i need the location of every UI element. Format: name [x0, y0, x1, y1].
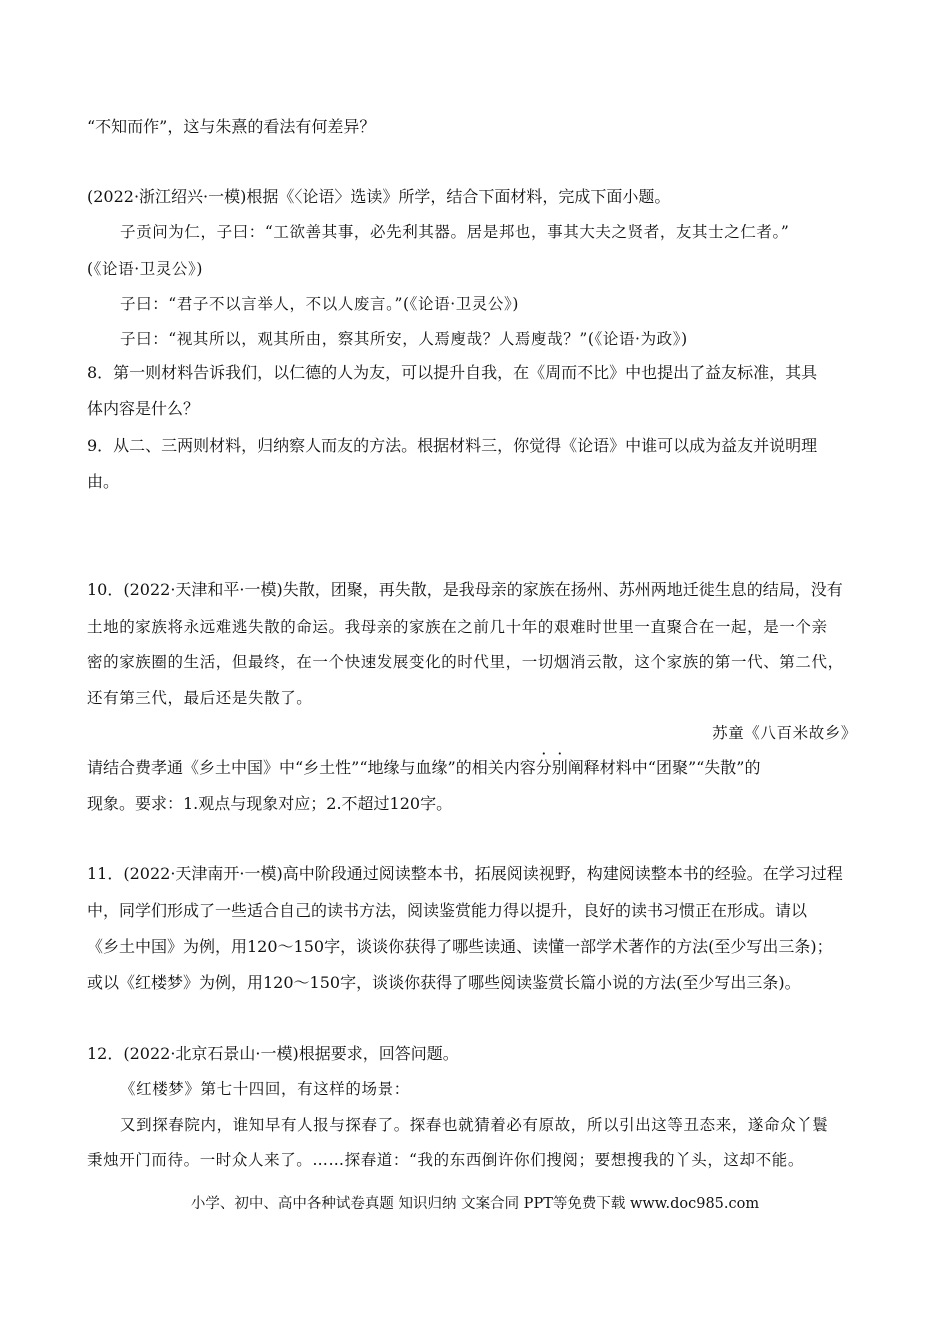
excerpt-line-2: 秉烛开门而待。一时众人来了。……探春道：“我的东西倒许你们搜阅；要想搜我的丫头，这却不能。	[87, 1151, 804, 1169]
question-group-intro: (2022·浙江绍兴·一模)根据《〈论语〉选读》所学，结合下面材料，完成下面小题。	[87, 187, 671, 206]
question-10-line-1: 10．(2022·天津和平·一模)失散，团聚，再失散，是我母亲的家族在扬州、苏州两地迁徙生息的结局，没有	[87, 580, 843, 599]
emphasis-char-bie: 别	[551, 758, 568, 777]
material-3: 子曰：“视其所以，观其所由，察其所安，人焉廋哉？人焉廋哉？”(《论语·为政》)	[120, 330, 688, 348]
excerpt-line-1: 又到探春院内，谁知早有人报与探春了。探春也就猜着必有原故，所以引出这等丑态来，遂命众丫鬟	[120, 1116, 829, 1134]
instruction-part-2: 阐释材料中“团聚”“失散”的	[567, 758, 761, 777]
emphasis-char-fen: 分	[535, 758, 552, 777]
question-11-line-2: 中，同学们形成了一些适合自己的读书方法，阅读鉴赏能力得以提升，良好的读书习惯正在形成。请以	[87, 901, 808, 920]
question-12-line-1: 12．(2022·北京石景山·一模)根据要求，回答问题。	[87, 1044, 459, 1063]
question-11-line-4: 或以《红楼梦》为例，用120～150字，谈谈你获得了哪些阅读鉴赏长篇小说的方法(至少写出三条)。	[87, 973, 801, 992]
question-9-line-2: 由。	[87, 472, 120, 491]
page-footer: 小学、初中、高中各种试卷真题 知识归纳 文案合同 PPT等免费下载 www.doc985.com	[190, 1196, 760, 1212]
material-source-sutong: 苏童《八百米故乡》	[712, 724, 857, 742]
question-10-line-4: 还有第三代，最后还是失散了。	[87, 689, 313, 707]
question-10-requirements: 现象。要求：1.观点与现象对应；2.不超过120字。	[87, 794, 453, 813]
question-11-line-1: 11．(2022·天津南开·一模)高中阶段通过阅读整本书，拓展阅读视野，构建阅读整本书的经验。在学习过程	[87, 864, 843, 883]
question-10-instruction	[87, 758, 761, 778]
material-2: 子曰：“君子不以言举人，不以人废言。”(《论语·卫灵公》)	[120, 295, 520, 313]
question-10-line-2: 土地的家族将永远难逃失散的命运。我母亲的家族在之前几十年的艰难时世里一直聚合在一起，是一个亲	[87, 618, 828, 636]
question-11-line-3: 《乡土中国》为例，用120～150字，谈谈你获得了哪些读通、读懂一部学术著作的方法(至少写出三条)；	[87, 937, 833, 956]
question-12-intro: 《红楼梦》第七十四回，有这样的场景：	[120, 1080, 410, 1098]
material-1-source: (《论语·卫灵公》)	[87, 260, 204, 278]
question-8-line-2: 体内容是什么？	[87, 399, 200, 418]
instruction-part-1: 请结合费孝通《乡土中国》中“乡土性”“地缘与血缘”的相关内容	[87, 758, 536, 777]
question-9-line-1: 9．从二、三两则材料，归纳察人而友的方法。根据材料三，你觉得《论语》中谁可以成为益友并说明理	[87, 436, 818, 455]
material-1-line-1: 子贡问为仁，子曰：“工欲善其事，必先利其器。居是邦也，事其大夫之贤者，友其士之仁者。”	[120, 223, 790, 241]
question-8-line-1: 8．第一则材料告诉我们，以仁德的人为友，可以提升自我，在《周而不比》中也提出了益友标准，其具	[87, 363, 818, 382]
question-10-line-3: 密的家族圈的生活，但最终，在一个快速发展变化的时代里，一切烟消云散，这个家族的第一代、第二代，	[87, 653, 844, 671]
question-7-tail: “不知而作”，这与朱熹的看法有何差异？	[87, 117, 376, 136]
